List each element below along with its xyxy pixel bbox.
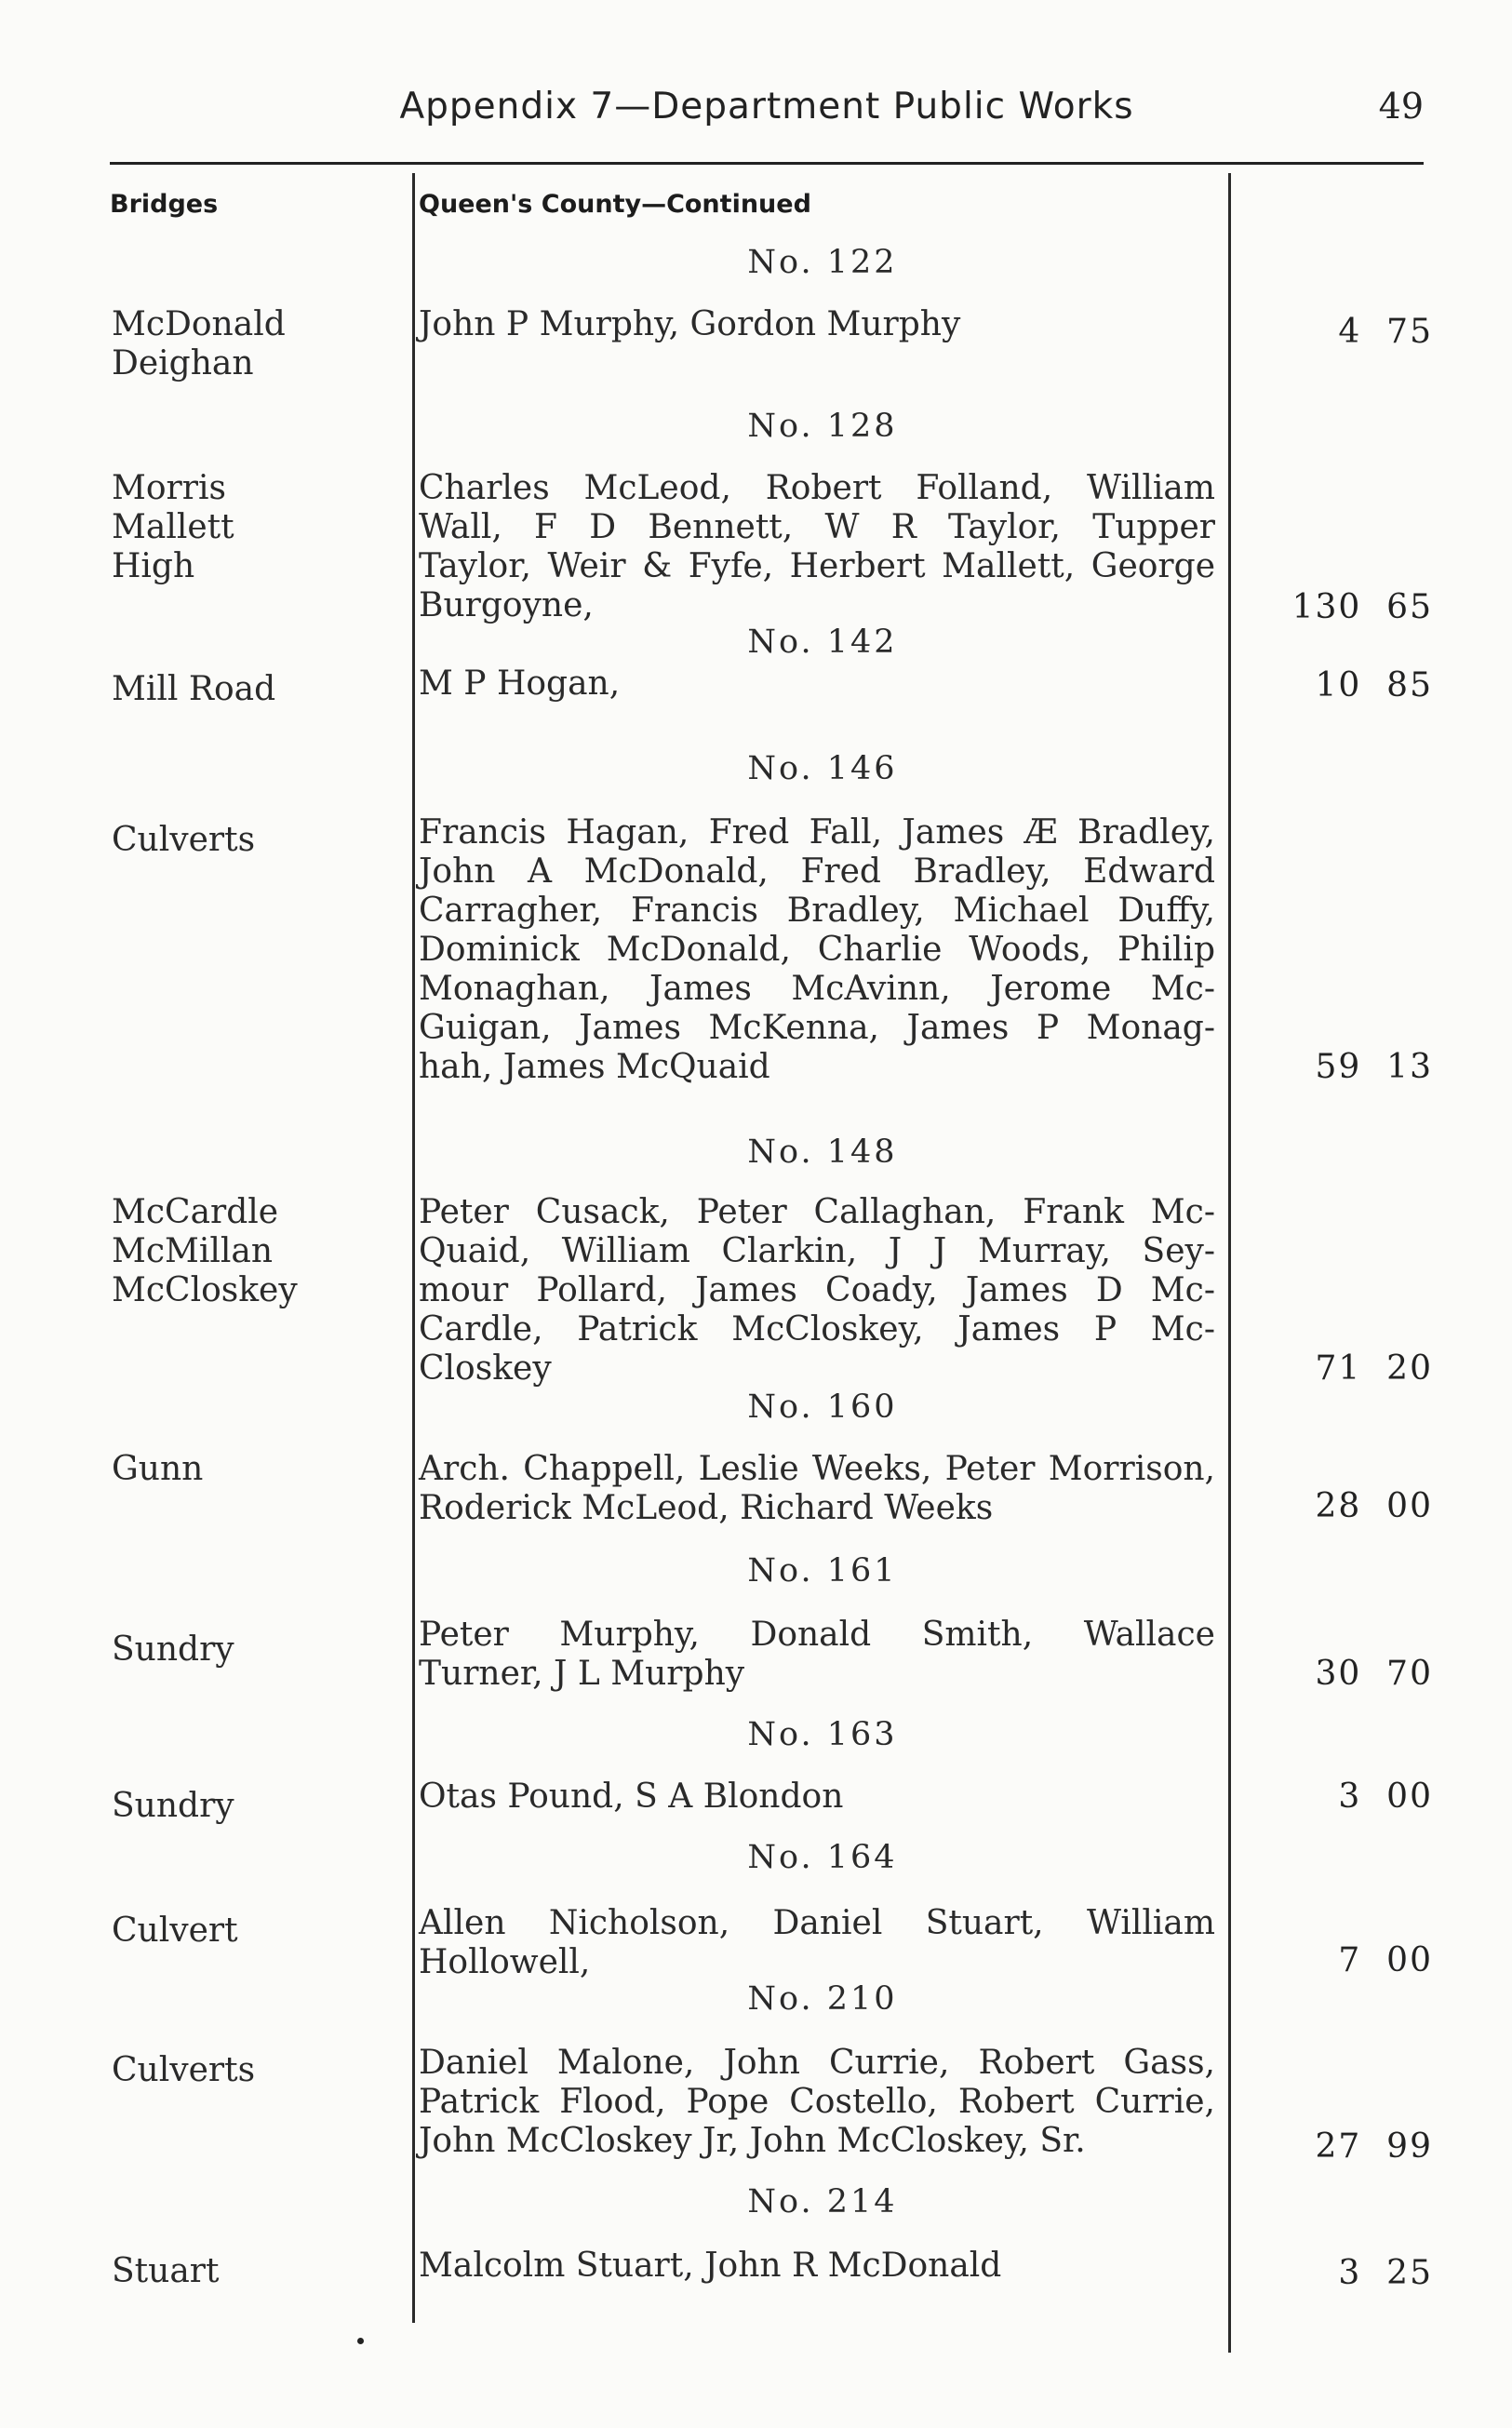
payee-names [419, 469, 1215, 625]
names-line: Wall, F D Bennett, W R Taylor, Tupper [419, 508, 1215, 546]
names-line: John McCloskey Jr, John McCloskey, Sr. [419, 2122, 1086, 2160]
section-number: No. 214 [747, 2183, 898, 2220]
bridge-name [112, 1787, 391, 1826]
amount: 28 00 [1315, 1487, 1433, 1525]
amount: 27 99 [1315, 2127, 1433, 2166]
bridge-name [112, 469, 391, 586]
section-number: No. 142 [747, 624, 898, 661]
payee-names [419, 305, 1215, 344]
payee-names [419, 2247, 1215, 2286]
names-line: Malcolm Stuart, John R McDonald [419, 2247, 1002, 2285]
bridge-line: Mill Road [112, 670, 276, 708]
names-line: Burgoyne, [419, 586, 594, 624]
names-line: Francis Hagan, Fred Fall, James Æ Bradley, [419, 813, 1215, 852]
bridge-name [112, 1193, 391, 1310]
section-number: No. 146 [747, 750, 898, 787]
payee-names [419, 2044, 1215, 2161]
bridge-name [112, 821, 391, 860]
names-line: Arch. Chappell, Leslie Weeks, Peter Morrison, [419, 1450, 1215, 1488]
bridge-line: High [112, 547, 195, 585]
amount: 30 70 [1315, 1655, 1433, 1693]
section-number: No. 163 [747, 1716, 898, 1753]
payee-names [419, 1616, 1215, 1694]
bridge-name [112, 670, 391, 709]
bridge-name [112, 2051, 391, 2090]
payee-names [419, 1904, 1215, 1982]
bridge-name [112, 1450, 391, 1489]
amount: 7 00 [1338, 1941, 1433, 1979]
names-line: Otas Pound, S A Blondon [419, 1777, 844, 1816]
amount: 3 00 [1338, 1777, 1433, 1816]
amount: 130 65 [1291, 588, 1433, 626]
amount: 3 25 [1338, 2254, 1433, 2292]
names-line: Peter Murphy, Donald Smith, Wallace [419, 1616, 1215, 1654]
county-column-heading: Queen's County—Continued [419, 190, 811, 219]
names-line: John P Murphy, Gordon Murphy [419, 305, 961, 343]
names-line: Daniel Malone, John Currie, Robert Gass, [419, 2044, 1215, 2082]
header-rule [110, 162, 1424, 165]
names-line: Patrick Flood, Pope Costello, Robert Currie, [419, 2083, 1215, 2121]
section-number: No. 164 [747, 1839, 898, 1876]
column-divider-left [412, 173, 415, 2323]
names-line: Taylor, Weir & Fyfe, Herbert Mallett, George [419, 547, 1215, 585]
bridge-line: McCloskey [112, 1271, 298, 1309]
payee-names [419, 664, 1215, 704]
bridge-line: McCardle [112, 1193, 279, 1231]
bridge-name [112, 2252, 391, 2291]
payee-names [419, 1193, 1215, 1388]
names-line: mour Pollard, James Coady, James D Mc- [419, 1271, 1215, 1309]
names-line: Charles McLeod, Robert Folland, William [419, 469, 1215, 507]
names-line: Roderick McLeod, Richard Weeks [419, 1489, 994, 1527]
section-number: No. 160 [747, 1388, 898, 1426]
amount: 71 20 [1315, 1349, 1433, 1388]
bridge-line: Culverts [112, 821, 256, 859]
amount: 10 85 [1315, 666, 1433, 704]
names-line: Cardle, Patrick McCloskey, James P Mc- [419, 1310, 1215, 1348]
bridge-line: McMillan [112, 1232, 274, 1270]
bridge-line: Sundry [112, 1630, 234, 1669]
page-header [110, 86, 1424, 141]
names-line: Turner, J L Murphy [419, 1655, 745, 1693]
section-number: No. 148 [747, 1134, 898, 1171]
payee-names [419, 1450, 1215, 1528]
names-line: Guigan, James McKenna, James P Monag- [419, 1009, 1215, 1047]
bridge-line: McDonald [112, 305, 286, 343]
names-line: hah, James McQuaid [419, 1048, 770, 1086]
amount: 4 75 [1338, 313, 1433, 351]
bridge-name [112, 305, 391, 383]
bridge-name [112, 1912, 391, 1951]
payee-names [419, 1777, 1215, 1817]
names-line: M P Hogan, [419, 664, 621, 703]
bridge-line: Morris [112, 469, 226, 507]
bridge-name [112, 1630, 391, 1670]
bridge-line: Culverts [112, 2051, 256, 2089]
page-title: Appendix 7—Department Public Works [399, 86, 1134, 127]
section-number: No. 122 [747, 244, 898, 281]
names-line: John A McDonald, Fred Bradley, Edward [419, 852, 1215, 891]
names-line: Dominick McDonald, Charlie Woods, Philip [419, 931, 1215, 969]
bridge-line: Sundry [112, 1787, 234, 1825]
names-line: Peter Cusack, Peter Callaghan, Frank Mc- [419, 1193, 1215, 1231]
amount: 59 13 [1315, 1048, 1433, 1086]
stray-dot-mark [357, 2338, 364, 2344]
names-line: Allen Nicholson, Daniel Stuart, William [419, 1904, 1215, 1942]
section-number: No. 128 [747, 408, 898, 445]
section-number: No. 161 [747, 1552, 898, 1590]
payee-names [419, 813, 1215, 1087]
section-number: No. 210 [747, 1980, 898, 2018]
page-number: 49 [1378, 86, 1424, 127]
column-divider-right [1228, 173, 1231, 2353]
names-line: Monaghan, James McAvinn, Jerome Mc- [419, 970, 1215, 1008]
names-line: Quaid, William Clarkin, J J Murray, Sey- [419, 1232, 1215, 1270]
bridge-line: Stuart [112, 2252, 220, 2290]
names-line: Hollowell, [419, 1943, 591, 1981]
bridge-line: Culvert [112, 1912, 238, 1950]
bridges-column-heading: Bridges [110, 190, 219, 219]
bridge-line: Deighan [112, 344, 254, 382]
bridge-line: Gunn [112, 1450, 204, 1488]
bridge-line: Mallett [112, 508, 234, 546]
names-line: Closkey [419, 1349, 552, 1388]
names-line: Carragher, Francis Bradley, Michael Duffy, [419, 892, 1215, 930]
